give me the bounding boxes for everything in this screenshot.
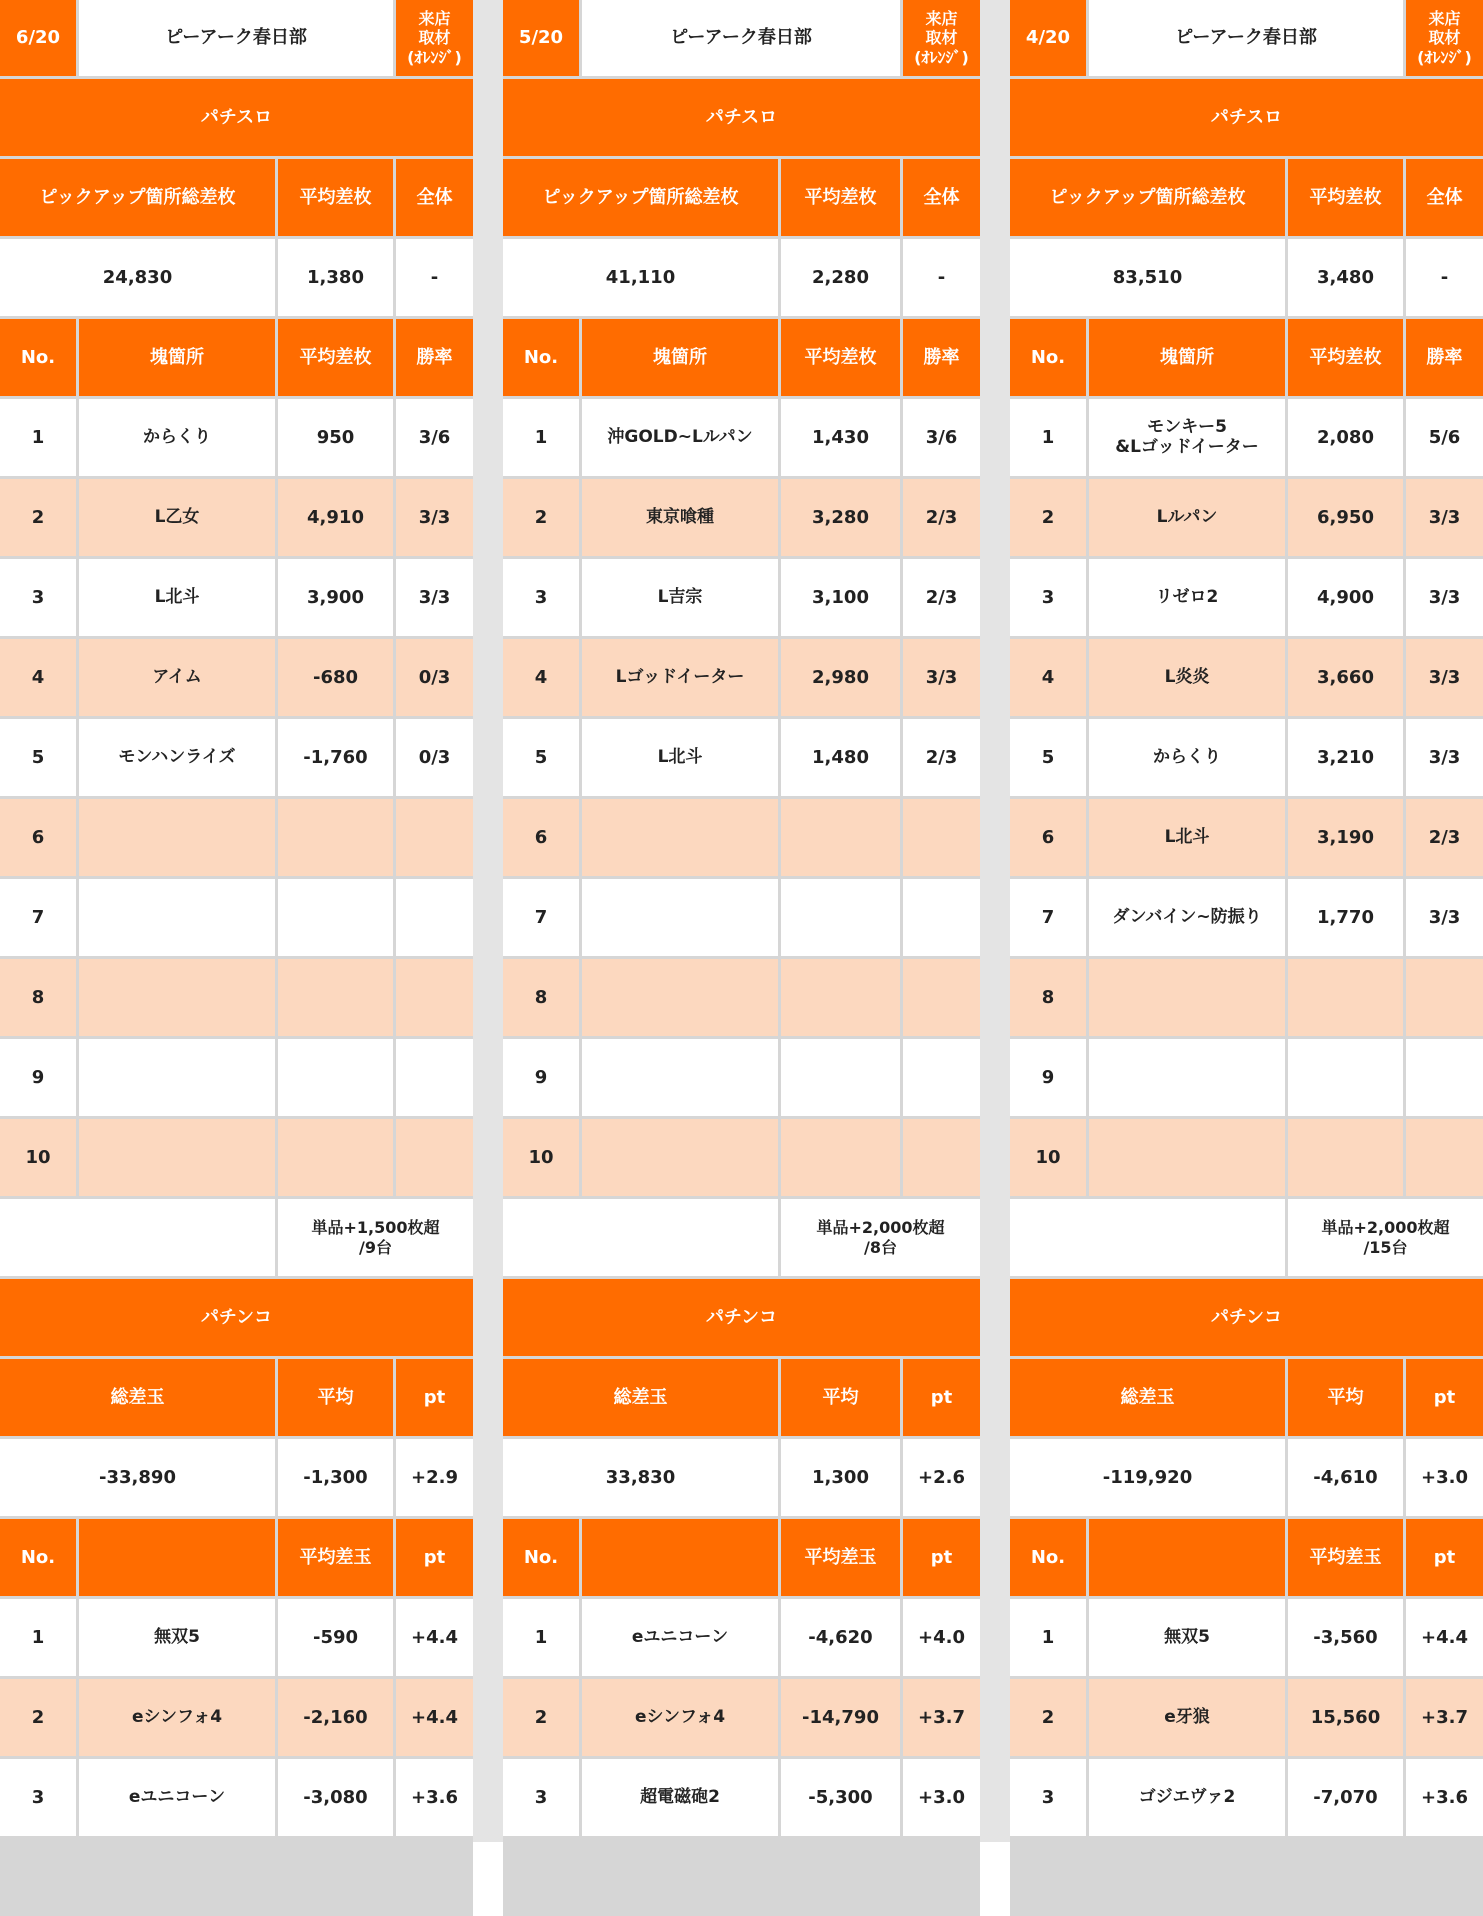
slot-row-avg: -1,760 bbox=[278, 719, 393, 796]
slot-avg-header: 平均差枚 bbox=[781, 159, 900, 236]
slot-row-avg bbox=[781, 959, 900, 1036]
slot-row-name bbox=[79, 799, 275, 876]
slot-note-spacer bbox=[0, 1199, 275, 1276]
slot-row-rate bbox=[1406, 959, 1483, 1036]
slot-row-avg bbox=[278, 879, 393, 956]
slot-note-spacer bbox=[1010, 1199, 1285, 1276]
slot-row-rate bbox=[903, 799, 980, 876]
pachinko-col-pt: pt bbox=[903, 1519, 980, 1596]
slot-row-rate: 3/6 bbox=[396, 399, 473, 476]
slot-col-avg: 平均差枚 bbox=[1288, 319, 1403, 396]
slot-col-rate: 勝率 bbox=[903, 319, 980, 396]
pachinko-section-title: パチンコ bbox=[1010, 1279, 1483, 1356]
slot-row-name: L北斗 bbox=[582, 719, 778, 796]
pachinko-row-avg: -2,160 bbox=[278, 1679, 393, 1756]
slot-row-no: 2 bbox=[503, 479, 579, 556]
slot-col-name: 塊箇所 bbox=[79, 319, 275, 396]
slot-row-name bbox=[79, 879, 275, 956]
pachinko-row-pt: +3.7 bbox=[1406, 1679, 1483, 1756]
slot-row-no: 4 bbox=[503, 639, 579, 716]
slot-row-rate bbox=[396, 879, 473, 956]
slot-row-no: 1 bbox=[1010, 399, 1086, 476]
pachinko-row-name: eシンフォ4 bbox=[79, 1679, 275, 1756]
slot-col-no: No. bbox=[0, 319, 76, 396]
slot-section-title: パチスロ bbox=[503, 79, 980, 156]
pachinko-row-name: e牙狼 bbox=[1089, 1679, 1285, 1756]
slot-row-no: 3 bbox=[0, 559, 76, 636]
slot-row-rate: 3/3 bbox=[1406, 559, 1483, 636]
slot-row-avg bbox=[781, 1039, 900, 1116]
date-cell: 5/20 bbox=[503, 0, 579, 76]
pachinko-row-pt: +4.0 bbox=[903, 1599, 980, 1676]
slot-row-rate: 3/3 bbox=[1406, 879, 1483, 956]
slot-row-rate: 3/3 bbox=[1406, 719, 1483, 796]
pachinko-total-value: -33,890 bbox=[0, 1439, 275, 1516]
slot-row-rate bbox=[1406, 1119, 1483, 1196]
pachinko-section-title: パチンコ bbox=[0, 1279, 473, 1356]
pachinko-total-header: 総差玉 bbox=[1010, 1359, 1285, 1436]
slot-row-rate bbox=[1406, 1039, 1483, 1116]
slot-row-no: 10 bbox=[0, 1119, 76, 1196]
report-block-6-20 bbox=[0, 0, 473, 1916]
pachinko-section-title: パチンコ bbox=[503, 1279, 980, 1356]
slot-row-name bbox=[582, 1119, 778, 1196]
pachinko-row-avg: -3,560 bbox=[1288, 1599, 1403, 1676]
date-cell: 6/20 bbox=[0, 0, 76, 76]
slot-all-value: - bbox=[1406, 239, 1483, 316]
pachinko-pt-header: pt bbox=[1406, 1359, 1483, 1436]
slot-row-rate: 3/3 bbox=[396, 559, 473, 636]
pachinko-pt-value: +2.6 bbox=[903, 1439, 980, 1516]
pachinko-row-avg: -5,300 bbox=[781, 1759, 900, 1836]
pachinko-row-avg: -14,790 bbox=[781, 1679, 900, 1756]
slot-row-avg: 4,900 bbox=[1288, 559, 1403, 636]
slot-row-rate bbox=[396, 1039, 473, 1116]
slot-row-name: ダンバイン~防振り bbox=[1089, 879, 1285, 956]
slot-row-name bbox=[582, 879, 778, 956]
slot-avg-header: 平均差枚 bbox=[278, 159, 393, 236]
slot-row-name bbox=[1089, 1039, 1285, 1116]
slot-row-no: 7 bbox=[1010, 879, 1086, 956]
slot-row-rate: 2/3 bbox=[903, 719, 980, 796]
slot-row-name bbox=[79, 1119, 275, 1196]
pachinko-row-no: 1 bbox=[503, 1599, 579, 1676]
pachinko-total-header: 総差玉 bbox=[0, 1359, 275, 1436]
slot-row-name: アイム bbox=[79, 639, 275, 716]
slot-row-no: 3 bbox=[503, 559, 579, 636]
slot-row-avg: 3,660 bbox=[1288, 639, 1403, 716]
pachinko-total-value: -119,920 bbox=[1010, 1439, 1285, 1516]
slot-row-name: Lルパン bbox=[1089, 479, 1285, 556]
pachinko-row-no: 3 bbox=[0, 1759, 76, 1836]
slot-row-name bbox=[582, 959, 778, 1036]
pachinko-row-pt: +4.4 bbox=[1406, 1599, 1483, 1676]
store-name: ピーアーク春日部 bbox=[1089, 0, 1403, 76]
slot-row-no: 8 bbox=[0, 959, 76, 1036]
slot-row-name bbox=[79, 1039, 275, 1116]
slot-col-rate: 勝率 bbox=[1406, 319, 1483, 396]
slot-row-avg: 1,430 bbox=[781, 399, 900, 476]
pachinko-total-value: 33,830 bbox=[503, 1439, 778, 1516]
slot-note: 単品+2,000枚超 /8台 bbox=[781, 1199, 980, 1276]
slot-section-title: パチスロ bbox=[0, 79, 473, 156]
pachinko-row-avg: -3,080 bbox=[278, 1759, 393, 1836]
slot-row-no: 10 bbox=[1010, 1119, 1086, 1196]
slot-row-rate: 3/3 bbox=[1406, 639, 1483, 716]
pachinko-avg-header: 平均 bbox=[1288, 1359, 1403, 1436]
slot-row-rate: 0/3 bbox=[396, 719, 473, 796]
slot-row-no: 8 bbox=[503, 959, 579, 1036]
pachinko-row-no: 1 bbox=[1010, 1599, 1086, 1676]
slot-row-rate: 2/3 bbox=[903, 479, 980, 556]
slot-row-rate: 2/3 bbox=[903, 559, 980, 636]
pachinko-row-pt: +3.6 bbox=[1406, 1759, 1483, 1836]
slot-all-value: - bbox=[903, 239, 980, 316]
slot-row-name: モンハンライズ bbox=[79, 719, 275, 796]
pachinko-col-avg: 平均差玉 bbox=[781, 1519, 900, 1596]
slot-row-name bbox=[1089, 1119, 1285, 1196]
slot-row-no: 5 bbox=[0, 719, 76, 796]
slot-row-avg bbox=[1288, 1039, 1403, 1116]
slot-row-rate: 0/3 bbox=[396, 639, 473, 716]
slot-row-avg: 3,280 bbox=[781, 479, 900, 556]
slot-row-name: L炎炎 bbox=[1089, 639, 1285, 716]
slot-row-name: 沖GOLD~Lルパン bbox=[582, 399, 778, 476]
pachinko-col-name bbox=[79, 1519, 275, 1596]
slot-note: 単品+2,000枚超 /15台 bbox=[1288, 1199, 1483, 1276]
slot-total-header: ピックアップ箇所総差枚 bbox=[0, 159, 275, 236]
slot-total-value: 83,510 bbox=[1010, 239, 1285, 316]
pachinko-col-pt: pt bbox=[396, 1519, 473, 1596]
slot-row-rate: 3/3 bbox=[396, 479, 473, 556]
pachinko-row-name: eシンフォ4 bbox=[582, 1679, 778, 1756]
slot-avg-value: 2,280 bbox=[781, 239, 900, 316]
report-block-5-20 bbox=[503, 0, 980, 1916]
slot-row-no: 6 bbox=[503, 799, 579, 876]
slot-row-name bbox=[1089, 959, 1285, 1036]
slot-note-spacer bbox=[503, 1199, 778, 1276]
slot-row-rate: 3/6 bbox=[903, 399, 980, 476]
slot-row-no: 6 bbox=[1010, 799, 1086, 876]
slot-row-rate: 3/3 bbox=[903, 639, 980, 716]
pachinko-col-no: No. bbox=[503, 1519, 579, 1596]
slot-row-rate bbox=[903, 959, 980, 1036]
slot-row-no: 10 bbox=[503, 1119, 579, 1196]
pachinko-pt-header: pt bbox=[396, 1359, 473, 1436]
slot-avg-value: 1,380 bbox=[278, 239, 393, 316]
slot-row-no: 3 bbox=[1010, 559, 1086, 636]
slot-row-rate bbox=[396, 1119, 473, 1196]
slot-row-name bbox=[79, 959, 275, 1036]
slot-row-avg: 6,950 bbox=[1288, 479, 1403, 556]
slot-all-header: 全体 bbox=[396, 159, 473, 236]
slot-row-avg: 3,900 bbox=[278, 559, 393, 636]
slot-row-rate bbox=[903, 879, 980, 956]
slot-row-rate: 5/6 bbox=[1406, 399, 1483, 476]
pachinko-row-avg: -590 bbox=[278, 1599, 393, 1676]
visit-badge: 来店 取材 (ｵﾚﾝｼﾞ) bbox=[396, 0, 473, 76]
slot-avg-value: 3,480 bbox=[1288, 239, 1403, 316]
slot-row-name: L乙女 bbox=[79, 479, 275, 556]
pachinko-row-name: eユニコーン bbox=[582, 1599, 778, 1676]
slot-row-rate: 2/3 bbox=[1406, 799, 1483, 876]
slot-row-name: 東京喰種 bbox=[582, 479, 778, 556]
slot-row-name: モンキー5 &Lゴッドイーター bbox=[1089, 399, 1285, 476]
slot-row-avg bbox=[278, 1039, 393, 1116]
slot-col-name: 塊箇所 bbox=[1089, 319, 1285, 396]
slot-row-avg bbox=[1288, 1119, 1403, 1196]
pachinko-col-name bbox=[1089, 1519, 1285, 1596]
pachinko-row-name: 超電磁砲2 bbox=[582, 1759, 778, 1836]
pachinko-row-pt: +4.4 bbox=[396, 1599, 473, 1676]
slot-row-name: L吉宗 bbox=[582, 559, 778, 636]
pachinko-avg-value: -4,610 bbox=[1288, 1439, 1403, 1516]
pachinko-col-no: No. bbox=[0, 1519, 76, 1596]
slot-row-no: 9 bbox=[503, 1039, 579, 1116]
slot-row-avg: 950 bbox=[278, 399, 393, 476]
slot-row-no: 4 bbox=[1010, 639, 1086, 716]
slot-row-avg bbox=[781, 799, 900, 876]
report-block-4-20 bbox=[1010, 0, 1483, 1916]
slot-col-rate: 勝率 bbox=[396, 319, 473, 396]
slot-row-no: 2 bbox=[0, 479, 76, 556]
date-cell: 4/20 bbox=[1010, 0, 1086, 76]
pachinko-avg-header: 平均 bbox=[781, 1359, 900, 1436]
slot-row-rate bbox=[903, 1039, 980, 1116]
pachinko-row-name: 無双5 bbox=[79, 1599, 275, 1676]
slot-row-no: 4 bbox=[0, 639, 76, 716]
slot-row-avg: 4,910 bbox=[278, 479, 393, 556]
slot-row-avg bbox=[781, 879, 900, 956]
store-name: ピーアーク春日部 bbox=[79, 0, 393, 76]
slot-all-value: - bbox=[396, 239, 473, 316]
slot-row-name: L北斗 bbox=[1089, 799, 1285, 876]
slot-row-avg bbox=[781, 1119, 900, 1196]
pachinko-row-avg: -4,620 bbox=[781, 1599, 900, 1676]
pachinko-row-no: 2 bbox=[0, 1679, 76, 1756]
pachinko-row-avg: 15,560 bbox=[1288, 1679, 1403, 1756]
slot-row-name: からくり bbox=[79, 399, 275, 476]
slot-row-rate: 3/3 bbox=[1406, 479, 1483, 556]
pachinko-row-no: 1 bbox=[0, 1599, 76, 1676]
slot-row-no: 5 bbox=[503, 719, 579, 796]
slot-row-rate bbox=[903, 1119, 980, 1196]
pachinko-row-no: 3 bbox=[1010, 1759, 1086, 1836]
pachinko-row-no: 3 bbox=[503, 1759, 579, 1836]
slot-section-title: パチスロ bbox=[1010, 79, 1483, 156]
slot-row-avg bbox=[278, 1119, 393, 1196]
slot-col-no: No. bbox=[503, 319, 579, 396]
slot-all-header: 全体 bbox=[1406, 159, 1483, 236]
slot-col-name: 塊箇所 bbox=[582, 319, 778, 396]
slot-row-rate bbox=[396, 959, 473, 1036]
slot-row-name: リゼロ2 bbox=[1089, 559, 1285, 636]
slot-row-no: 1 bbox=[503, 399, 579, 476]
pachinko-avg-value: -1,300 bbox=[278, 1439, 393, 1516]
pachinko-row-name: eユニコーン bbox=[79, 1759, 275, 1836]
slot-row-avg: 1,480 bbox=[781, 719, 900, 796]
slot-row-avg: 3,210 bbox=[1288, 719, 1403, 796]
pachinko-col-avg: 平均差玉 bbox=[1288, 1519, 1403, 1596]
pachinko-row-no: 2 bbox=[503, 1679, 579, 1756]
slot-row-no: 9 bbox=[1010, 1039, 1086, 1116]
pachinko-col-pt: pt bbox=[1406, 1519, 1483, 1596]
pachinko-col-no: No. bbox=[1010, 1519, 1086, 1596]
pachinko-row-pt: +3.7 bbox=[903, 1679, 980, 1756]
slot-row-no: 7 bbox=[0, 879, 76, 956]
slot-avg-header: 平均差枚 bbox=[1288, 159, 1403, 236]
pachinko-row-pt: +3.6 bbox=[396, 1759, 473, 1836]
pachinko-col-avg: 平均差玉 bbox=[278, 1519, 393, 1596]
slot-row-name bbox=[582, 799, 778, 876]
pachinko-avg-value: 1,300 bbox=[781, 1439, 900, 1516]
slot-row-no: 2 bbox=[1010, 479, 1086, 556]
slot-row-avg bbox=[278, 799, 393, 876]
slot-row-no: 5 bbox=[1010, 719, 1086, 796]
slot-row-no: 8 bbox=[1010, 959, 1086, 1036]
slot-row-name: からくり bbox=[1089, 719, 1285, 796]
slot-row-avg: 3,100 bbox=[781, 559, 900, 636]
store-name: ピーアーク春日部 bbox=[582, 0, 900, 76]
pachinko-row-name: ゴジエヴァ2 bbox=[1089, 1759, 1285, 1836]
slot-row-name: L北斗 bbox=[79, 559, 275, 636]
slot-total-value: 24,830 bbox=[0, 239, 275, 316]
pachinko-total-header: 総差玉 bbox=[503, 1359, 778, 1436]
slot-total-header: ピックアップ箇所総差枚 bbox=[503, 159, 778, 236]
slot-row-no: 1 bbox=[0, 399, 76, 476]
slot-col-no: No. bbox=[1010, 319, 1086, 396]
slot-row-no: 6 bbox=[0, 799, 76, 876]
slot-row-no: 9 bbox=[0, 1039, 76, 1116]
pachinko-row-pt: +4.4 bbox=[396, 1679, 473, 1756]
pachinko-pt-value: +2.9 bbox=[396, 1439, 473, 1516]
slot-row-avg: 2,980 bbox=[781, 639, 900, 716]
slot-note: 単品+1,500枚超 /9台 bbox=[278, 1199, 473, 1276]
pachinko-row-name: 無双5 bbox=[1089, 1599, 1285, 1676]
slot-all-header: 全体 bbox=[903, 159, 980, 236]
slot-total-value: 41,110 bbox=[503, 239, 778, 316]
visit-badge: 来店 取材 (ｵﾚﾝｼﾞ) bbox=[1406, 0, 1483, 76]
slot-row-name: Lゴッドイーター bbox=[582, 639, 778, 716]
visit-badge: 来店 取材 (ｵﾚﾝｼﾞ) bbox=[903, 0, 980, 76]
slot-row-avg: 2,080 bbox=[1288, 399, 1403, 476]
pachinko-avg-header: 平均 bbox=[278, 1359, 393, 1436]
slot-row-avg: 3,190 bbox=[1288, 799, 1403, 876]
slot-row-avg: 1,770 bbox=[1288, 879, 1403, 956]
pachinko-pt-header: pt bbox=[903, 1359, 980, 1436]
slot-row-name bbox=[582, 1039, 778, 1116]
slot-row-no: 7 bbox=[503, 879, 579, 956]
slot-row-avg bbox=[1288, 959, 1403, 1036]
pachinko-row-avg: -7,070 bbox=[1288, 1759, 1403, 1836]
pachinko-row-no: 2 bbox=[1010, 1679, 1086, 1756]
slot-row-avg bbox=[278, 959, 393, 1036]
slot-row-rate bbox=[396, 799, 473, 876]
pachinko-row-pt: +3.0 bbox=[903, 1759, 980, 1836]
slot-col-avg: 平均差枚 bbox=[781, 319, 900, 396]
slot-row-avg: -680 bbox=[278, 639, 393, 716]
pachinko-col-name bbox=[582, 1519, 778, 1596]
slot-total-header: ピックアップ箇所総差枚 bbox=[1010, 159, 1285, 236]
pachinko-pt-value: +3.0 bbox=[1406, 1439, 1483, 1516]
slot-col-avg: 平均差枚 bbox=[278, 319, 393, 396]
